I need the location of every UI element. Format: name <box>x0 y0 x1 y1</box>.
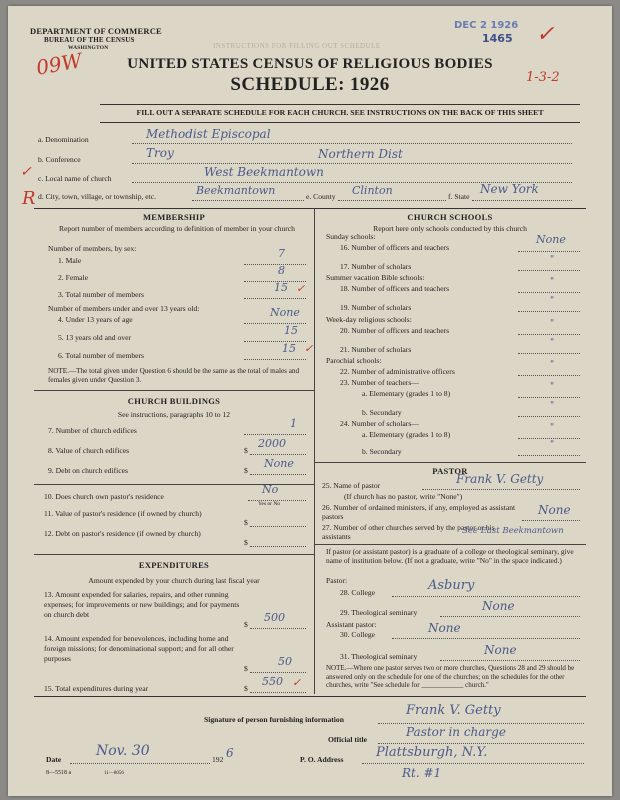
buildings-heading: CHURCH BUILDINGS <box>127 396 221 406</box>
form-code: 8—5518 a <box>46 770 72 776</box>
state-label: f. State <box>448 192 470 201</box>
q25-line <box>422 489 580 490</box>
q10-label: 10. Does church own pastor's residence <box>44 492 164 501</box>
q8-value: 2000 <box>258 437 286 450</box>
red-check-mark: ✓ <box>20 164 32 180</box>
city-value: Beekmantown <box>196 184 276 197</box>
q15-dollar: $ <box>244 684 248 693</box>
denomination-value: Methodist Episcopal <box>146 127 271 141</box>
local-name-value: West Beekmantown <box>204 165 324 179</box>
year-prefix: 192 <box>212 755 224 764</box>
city-line <box>192 200 304 201</box>
q20-dash: " <box>550 319 555 329</box>
q30-line <box>392 638 580 639</box>
red-check-mark: ✓ <box>536 22 555 47</box>
column-divider <box>314 208 315 694</box>
conference-label: b. Conference <box>38 155 81 164</box>
q5-value: 15 <box>284 324 298 337</box>
q4-value: None <box>270 306 300 319</box>
q27-label: 27. Number of other churches served by the pastor or his assistants <box>322 523 495 541</box>
instruction-banner: FILL OUT A SEPARATE SCHEDULE FOR EACH CHURCH. SEE INSTRUCTIONS ON THE BACK OF THIS SHEET <box>136 108 544 117</box>
q9-dollar: $ <box>244 466 248 475</box>
q8-label: 8. Value of church edifices <box>48 446 130 455</box>
pastor-subheading: Pastor: <box>326 576 348 585</box>
q1-value: 7 <box>278 247 285 260</box>
q25-subtext: (If church has no pastor, write "None") <box>344 492 463 501</box>
q21-line <box>518 353 580 354</box>
q6-line <box>244 359 306 360</box>
q3-line <box>244 298 306 299</box>
q23a-dash: " <box>550 382 555 392</box>
q18-line <box>518 292 580 293</box>
q28-line <box>392 596 580 597</box>
city-label: d. City, town, village, or township, etc. <box>38 192 157 201</box>
q6-value: 15 <box>282 342 296 355</box>
q23-label: 23. Number of teachers— <box>340 378 419 387</box>
q26-label: 26. Number of ordained ministers, if any, employed as assistant pastors <box>322 503 516 521</box>
q25-label: 25. Name of pastor <box>322 481 381 490</box>
q20-label: 20. Number of officers and teachers <box>340 326 450 335</box>
district-value: Northern Dist <box>318 147 403 161</box>
q7-label: 7. Number of church edifices <box>48 426 137 435</box>
pastor-heading: PASTOR <box>432 466 468 476</box>
q5-line <box>244 341 306 342</box>
yes-no-hint: Yes or No <box>258 501 281 507</box>
handwritten-code-topright: 1-3-2 <box>526 70 560 85</box>
po-address-line <box>362 763 584 764</box>
po-address-value: Plattsburgh, N.Y. <box>376 745 488 760</box>
schools-heading: CHURCH SCHOOLS <box>407 212 493 222</box>
sex-subheading: Number of members, by sex: <box>48 244 137 253</box>
q6-label: 6. Total number of members <box>58 351 145 360</box>
q30-label: 30. College <box>340 630 376 639</box>
q24b-line <box>518 455 580 456</box>
po-address-route: Rt. #1 <box>402 766 442 780</box>
handwritten-code-topleft: 09W <box>34 48 84 80</box>
city-name: WASHINGTON <box>68 45 109 51</box>
stamp-number: 1465 <box>482 32 513 45</box>
po-address-label: P. O. Address <box>300 755 344 764</box>
q23a-label: a. Elementary (grades 1 to 8) <box>362 389 451 398</box>
q14-line <box>250 672 306 673</box>
bureau-name: BUREAU OF THE CENSUS <box>44 36 135 44</box>
print-code: 11—8056 <box>104 771 124 776</box>
date-label: Date <box>46 755 62 764</box>
red-check-mark: ✓ <box>292 676 302 689</box>
q1-line <box>244 264 306 265</box>
q4-label: 4. Under 13 years of age <box>58 315 133 324</box>
q28-label: 28. College <box>340 588 376 597</box>
county-label: e. County <box>306 192 336 201</box>
q2-value: 8 <box>278 264 285 277</box>
department-name: DEPARTMENT OF COMMERCE <box>30 26 162 36</box>
q31-label: 31. Theological seminary <box>340 652 418 661</box>
q19-line <box>518 311 580 312</box>
instruction-bottom-rule <box>100 122 580 123</box>
q23a-line <box>518 397 580 398</box>
instruction-top-rule <box>100 104 580 105</box>
q8-dollar: $ <box>244 446 248 455</box>
official-title-line <box>378 743 584 744</box>
red-check-mark: ✓ <box>296 282 306 295</box>
summer-subheading: Summer vacation Bible schools: <box>326 273 425 282</box>
expenditures-top-rule <box>34 554 314 555</box>
schedule-title: SCHEDULE: 1926 <box>230 74 390 95</box>
official-title-label: Official title <box>328 735 368 744</box>
county-line <box>338 200 446 201</box>
membership-intro: Report number of members according to definition of member in your church <box>59 224 295 233</box>
q12-dollar: $ <box>244 538 248 547</box>
q17-line <box>518 270 580 271</box>
expenditures-heading: EXPENDITURES <box>138 560 210 570</box>
q24a-label: a. Elementary (grades 1 to 8) <box>362 430 451 439</box>
q22-label: 22. Number of administrative officers <box>340 367 455 376</box>
buildings-top-rule <box>34 390 314 391</box>
q30-value: None <box>428 621 461 635</box>
buildings-intro: See instructions, paragraphs 10 to 12 <box>117 410 231 419</box>
q7-line <box>244 434 306 435</box>
signature-line <box>378 723 584 724</box>
q22-line <box>518 375 580 376</box>
q13-value: 500 <box>264 611 285 624</box>
q12-label: 12. Debt on pastor's residence (if owned by church) <box>44 529 201 538</box>
q16-label: 16. Number of officers and teachers <box>340 243 450 252</box>
graduate-instruction: If pastor (or assistant pastor) is a graduate of a college or theological seminary, give name of institution below. (If not a graduate, write "No" in the space indicated.) <box>326 547 574 565</box>
q11-line <box>250 526 306 527</box>
parochial-subheading: Parochial schools: <box>326 356 382 365</box>
q16-value: None <box>536 233 566 246</box>
q14-dollar: $ <box>244 664 248 673</box>
membership-heading: MEMBERSHIP <box>142 212 206 222</box>
q1-label: 1. Male <box>58 256 82 265</box>
conference-line <box>132 163 572 164</box>
q29-line <box>440 616 580 617</box>
expenditures-intro: Amount expended by your church during last fiscal year <box>88 576 260 585</box>
q18-dash: " <box>550 277 555 287</box>
q29-value: None <box>482 599 515 613</box>
official-title-value: Pastor in charge <box>406 725 506 739</box>
assistant-subheading: Assistant pastor: <box>326 620 377 629</box>
q31-line <box>440 660 580 661</box>
q14-value: 50 <box>278 655 292 668</box>
q14-label: 14. Amount expended for benevolences, including home and foreign missions; for denominational support; and for all other purposes <box>44 634 234 663</box>
q15-label: 15. Total expenditures during year <box>44 684 149 693</box>
q25-value: Frank V. Getty <box>456 472 544 486</box>
signature-label: Signature of person furnishing information <box>204 715 344 724</box>
q15-value: 550 <box>262 675 283 688</box>
q23b-dash: " <box>550 401 555 411</box>
q19-label: 19. Number of scholars <box>340 303 412 312</box>
pastor-top-rule <box>314 462 586 463</box>
state-line <box>472 200 572 201</box>
q17-label: 17. Number of scholars <box>340 262 412 271</box>
q12-line <box>250 546 306 547</box>
q24b-label: b. Secondary <box>362 447 402 456</box>
q9-line <box>250 474 306 475</box>
q20-line <box>518 334 580 335</box>
q3-value: 15 <box>274 281 288 294</box>
q31-value: None <box>484 643 517 657</box>
signature-value: Frank V. Getty <box>406 703 501 718</box>
q2-label: 2. Female <box>58 273 88 282</box>
local-name-label: c. Local name of church <box>38 174 112 183</box>
q26-value: None <box>538 503 571 517</box>
red-check-mark: ✓ <box>304 342 314 355</box>
conference-value: Troy <box>146 146 174 160</box>
q15-line <box>250 692 306 693</box>
q29-label: 29. Theological seminary <box>340 608 418 617</box>
q28-value: Asbury <box>428 578 475 593</box>
q19-dash: " <box>550 296 555 306</box>
bleed-through-text: INSTRUCTIONS FOR FILLING OUT SCHEDULE <box>213 42 381 50</box>
q9-label: 9. Debt on church edifices <box>48 466 128 475</box>
q9-value: None <box>264 457 294 470</box>
form-title: UNITED STATES CENSUS OF RELIGIOUS BODIES <box>127 56 493 72</box>
q24a-line <box>518 438 580 439</box>
q16-line <box>518 251 580 252</box>
q27-value: See East Beekmantown <box>462 526 564 536</box>
q21-label: 21. Number of scholars <box>340 345 412 354</box>
q21-dash: " <box>550 338 555 348</box>
q24-label: 24. Number of scholars— <box>340 419 419 428</box>
q24b-dash: " <box>550 440 555 450</box>
denomination-label: a. Denomination <box>38 135 89 144</box>
denomination-line <box>132 143 572 144</box>
census-schedule-form <box>8 6 612 796</box>
sunday-subheading: Sunday schools: <box>326 232 376 241</box>
state-value: New York <box>480 182 539 196</box>
q22-dash: " <box>550 360 555 370</box>
q18-label: 18. Number of officers and teachers <box>340 284 450 293</box>
membership-note: NOTE.—The total given under Question 6 should be the same as the total of males and females given under Question 3. <box>48 367 300 384</box>
schools-intro: Report here only schools conducted by this church <box>373 224 527 233</box>
date-value: Nov. 30 <box>96 743 150 759</box>
q17-dash: " <box>550 255 555 265</box>
received-date-stamp: DEC 2 1926 <box>454 20 519 31</box>
q8-line <box>250 454 306 455</box>
main-top-rule <box>34 208 586 209</box>
weekday-subheading: Week-day religious schools: <box>326 315 412 324</box>
pastor-note: NOTE.—Where one pastor serves two or more churches, Questions 28 and 29 should be answered only on the schedule for one of the churches; on the schedules for the other churches, write "See schedule for ____________ church." <box>326 664 575 689</box>
q7-value: 1 <box>290 417 297 430</box>
county-value: Clinton <box>352 184 393 197</box>
q11-label: 11. Value of pastor's residence (if owned by church) <box>44 509 202 518</box>
year-value: 6 <box>226 746 234 760</box>
q10-value: No <box>262 483 279 496</box>
q13-label: 13. Amount expended for salaries, repairs, and other running expenses; for improvements or new buildings; and for payments on church debt <box>44 590 240 619</box>
margin-mark: R <box>22 188 36 209</box>
q23b-label: b. Secondary <box>362 408 402 417</box>
main-bottom-rule <box>34 696 586 697</box>
q3-label: 3. Total number of members <box>58 290 145 299</box>
q11-dollar: $ <box>244 518 248 527</box>
q23b-line <box>518 416 580 417</box>
age-subheading: Number of members under and over 13 years old: <box>48 304 200 313</box>
date-line <box>70 763 210 764</box>
q5-label: 5. 13 years old and over <box>58 333 131 342</box>
q13-dollar: $ <box>244 620 248 629</box>
q26-line <box>522 520 580 521</box>
q13-line <box>250 628 306 629</box>
q24a-dash: " <box>550 423 555 433</box>
pastor-mid-rule <box>314 544 586 545</box>
